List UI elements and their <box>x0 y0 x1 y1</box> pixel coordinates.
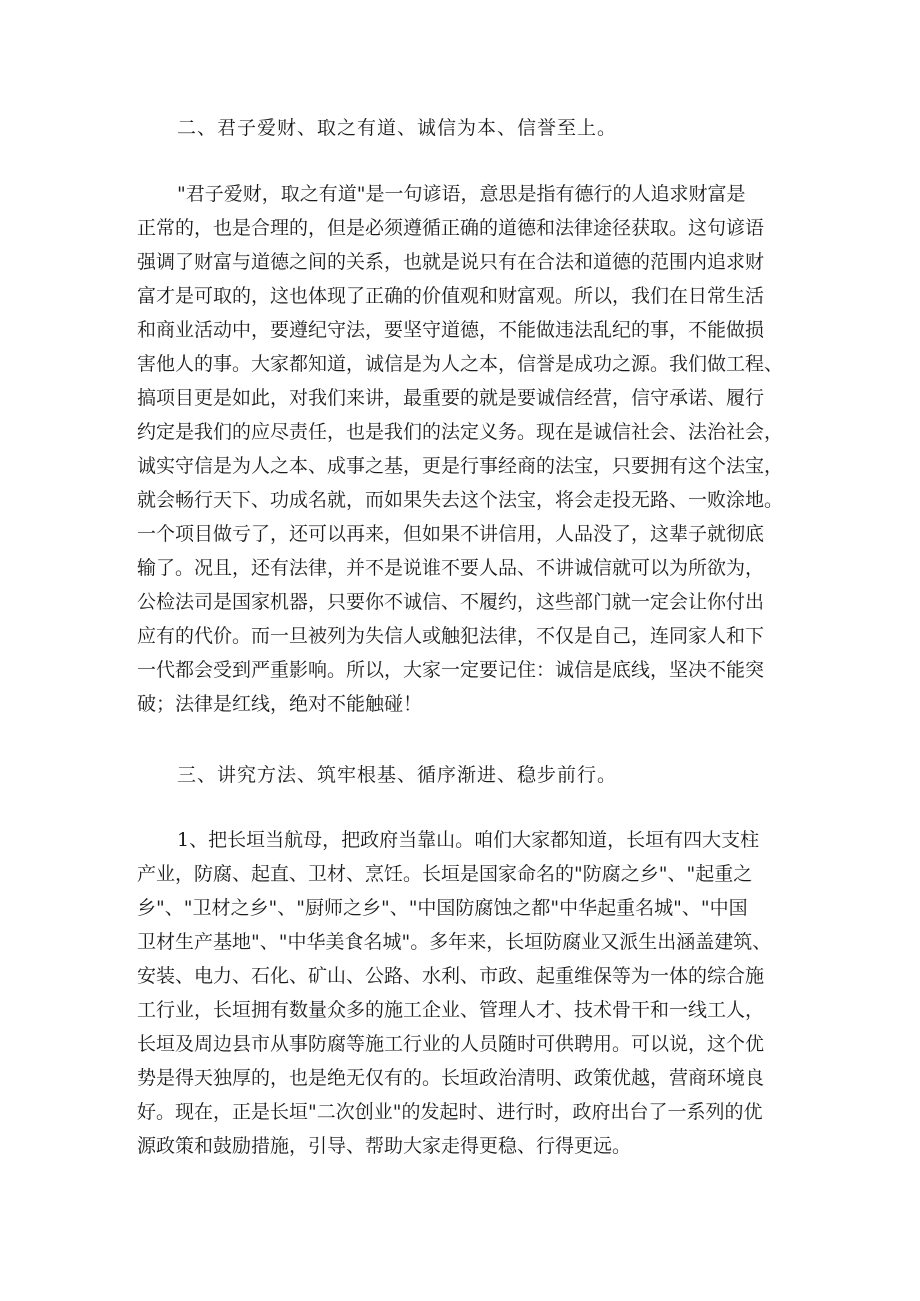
paragraph-line: 安装、电力、石化、矿山、公路、水利、市政、起重维保等为一体的综合施 <box>137 965 765 987</box>
paragraph-line: 一个项目做亏了，还可以再来，但如果不讲信用，人品没了，这辈子就彻底 <box>137 523 765 545</box>
paragraph-line: 好。现在，正是长垣"二次创业"的发起时、进行时，政府出台了一系列的优 <box>137 1101 763 1123</box>
paragraph-line: 应有的代价。而一旦被列为失信人或触犯法律，不仅是自己，连同家人和下 <box>137 625 765 647</box>
section-two-heading: 二、君子爱财、取之有道、诚信为本、信誉至上。 <box>177 117 618 139</box>
paragraph-line: 乡"、"卫材之乡"、"厨师之乡"、"中国防腐蚀之都"中华起重名城"、"中国 <box>137 897 748 919</box>
paragraph-line: 和商业活动中，要遵纪守法，要坚守道德，不能做违法乱纪的事，不能做损 <box>137 319 765 341</box>
section-two-paragraph <box>137 177 797 721</box>
paragraph-line: 搞项目更是如此，对我们来讲，最重要的就是要诚信经营，信守承诺、履行 <box>137 387 765 409</box>
paragraph-line: 产业，防腐、起直、卫材、烹饪。长垣是国家命名的"防腐之乡"、"起重之 <box>137 863 753 885</box>
paragraph-line: "君子爱财，取之有道"是一句谚语，意思是指有德行的人追求财富是 <box>177 183 746 205</box>
paragraph-line: 长垣及周边县市从事防腐等施工行业的人员随时可供聘用。可以说，这个优 <box>137 1033 765 1055</box>
paragraph-line: 害他人的事。大家都知道，诚信是为人之本，信誉是成功之源。我们做工程、 <box>137 353 784 375</box>
paragraph-line: 源政策和鼓励措施，引导、帮助大家走得更稳、行得更远。 <box>137 1135 632 1157</box>
paragraph-line: 约定是我们的应尽责任，也是我们的法定义务。现在是诚信社会、法治社会， <box>137 421 784 443</box>
section-three-heading: 三、讲究方法、筑牢根基、循序渐进、稳步前行。 <box>177 764 618 786</box>
paragraph-line: 输了。况且，还有法律，并不是说谁不要人品、不讲诚信就可以为所欲为， <box>137 557 765 579</box>
paragraph-line: 工行业，长垣拥有数量众多的施工企业、管理人才、技术骨干和一线工人， <box>137 999 765 1021</box>
paragraph-line: 卫材生产基地"、"中华美食名城"。多年来，长垣防腐业又派生出涵盖建筑、 <box>137 931 772 953</box>
section-three-paragraph <box>137 823 797 1163</box>
paragraph-line: 1、把长垣当航母，把政府当靠山。咱们大家都知道，长垣有四大支柱 <box>177 829 760 851</box>
paragraph-line: 正常的，也是合理的，但是必须遵循正确的道德和法律途径获取。这句谚语 <box>137 217 765 239</box>
paragraph-line: 一代都会受到严重影响。所以，大家一定要记住：诚信是底线，坚决不能突 <box>137 659 765 681</box>
paragraph-line: 公检法司是国家机器，只要你不诚信、不履约，这些部门就一定会让你付出 <box>137 591 765 613</box>
paragraph-line: 就会畅行天下、功成名就，而如果失去这个法宝，将会走投无路、一败涂地。 <box>137 489 784 511</box>
paragraph-line: 强调了财富与道德之间的关系，也就是说只有在合法和道德的范围内追求财 <box>137 251 765 273</box>
paragraph-line: 诚实守信是为人之本、成事之基，更是行事经商的法宝，只要拥有这个法宝， <box>137 455 784 477</box>
paragraph-line: 势是得天独厚的，也是绝无仅有的。长垣政治清明、政策优越，营商环境良 <box>137 1067 765 1089</box>
paragraph-line: 富才是可取的，这也体现了正确的价值观和财富观。所以，我们在日常生活 <box>137 285 765 307</box>
paragraph-line: 破；法律是红线，绝对不能触碰！ <box>137 693 423 715</box>
